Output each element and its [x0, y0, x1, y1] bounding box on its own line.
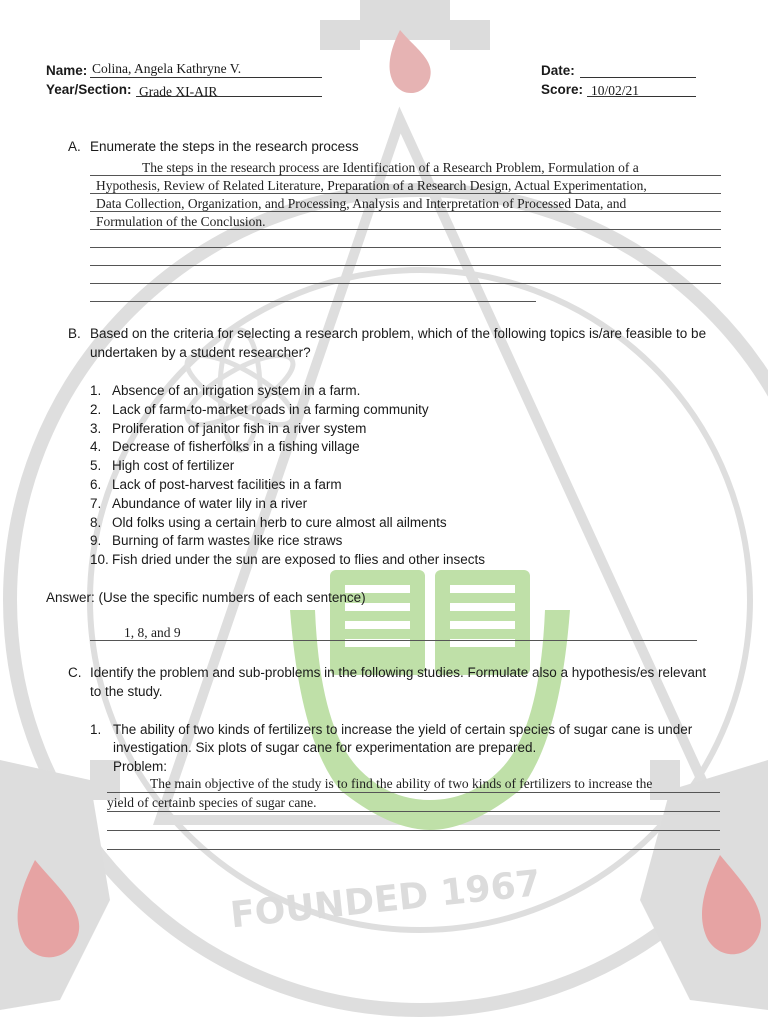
year-section-underline [136, 96, 322, 97]
section-a-answer-line-1: The steps in the research process are Identification of a Research Problem, Formulation of a [142, 160, 639, 175]
answer-rule [107, 849, 720, 850]
answer-rule [90, 640, 697, 641]
list-item-text: Old folks using a certain herb to cure almost all ailments [112, 515, 447, 530]
section-a-answer-line-2: Hypothesis, Review of Related Literature, Preparation of a Research Design, Actual Experimentation, [96, 178, 647, 193]
section-c-question-line-2: to the study. [90, 684, 163, 699]
answer-rule [107, 792, 720, 793]
answer-rule [90, 247, 721, 248]
answer-rule [90, 265, 721, 266]
answer-rule [90, 229, 721, 230]
list-item [90, 421, 366, 436]
section-c-question-line-1: Identify the problem and sub-problems in the following studies. Formulate also a hypothesis/es relevant [90, 665, 707, 680]
list-item-text: High cost of fertilizer [112, 458, 235, 473]
gear-icon-right [640, 760, 768, 1010]
list-item [90, 533, 342, 548]
list-item-number: 4. [90, 439, 102, 454]
section-a-answer-line-3: Data Collection, Organization, and Processing, Analysis and Interpretation of Processed Data, and [96, 196, 627, 211]
year-section-value[interactable]: Grade XI-AIR [139, 84, 218, 99]
problem-answer-line-2: yield of certainb species of sugar cane. [107, 795, 317, 810]
list-item [90, 402, 429, 417]
date-label: Date: [541, 63, 575, 78]
answer-rule [107, 811, 720, 812]
list-item-number: 2. [90, 402, 102, 417]
answer-rule [90, 193, 721, 194]
answer-rule [90, 211, 721, 212]
answer-rule [107, 830, 720, 831]
section-b-question-line-2: undertaken by a student researcher? [90, 345, 311, 360]
section-a-answer-line-4: Formulation of the Conclusion. [96, 214, 266, 229]
section-b-letter: B. [68, 326, 81, 341]
problem-label: Problem: [113, 759, 168, 774]
list-item [90, 383, 360, 398]
list-item-text: Absence of an irrigation system in a farm. [112, 383, 361, 398]
seal-founded-text: FOUNDED 1967 [228, 863, 543, 937]
year-section-label: Year/Section: [46, 82, 132, 97]
answer-rule [90, 175, 721, 176]
list-item [90, 515, 447, 530]
list-item [90, 439, 360, 454]
list-item-number: 6. [90, 477, 102, 492]
list-item [90, 477, 342, 492]
section-b-answer-label: Answer: (Use the specific numbers of each sentence) [46, 590, 366, 605]
list-item-text: Lack of farm-to-market roads in a farming community [112, 402, 429, 417]
list-item-number: 5. [90, 458, 102, 473]
list-item-text: Abundance of water lily in a river [112, 496, 308, 511]
list-item [90, 552, 485, 567]
section-c-item-1-number: 1. [90, 722, 102, 737]
score-label: Score: [541, 82, 584, 97]
name-label: Name: [46, 63, 88, 78]
list-item-number: 8. [90, 515, 102, 530]
section-b-question-line-1: Based on the criteria for selecting a research problem, which of the following topics is/are feasible to be [90, 326, 707, 341]
list-item-number: 7. [90, 496, 102, 511]
problem-answer-line-1: The main objective of the study is to find the ability of two kinds of fertilizers to increase the [150, 776, 653, 791]
answer-rule [90, 301, 536, 302]
answer-rule [90, 283, 721, 284]
list-item [90, 458, 234, 473]
date-underline [580, 77, 696, 78]
list-item [90, 496, 307, 511]
section-a-question: Enumerate the steps in the research process [90, 139, 359, 154]
list-item-text: Lack of post-harvest facilities in a farm [112, 477, 342, 492]
section-a-letter: A. [68, 139, 81, 154]
section-b-answer-value[interactable]: 1, 8, and 9 [124, 625, 181, 640]
list-item-number: 1. [90, 383, 102, 398]
score-underline [587, 96, 696, 97]
list-item-number: 10. [90, 552, 109, 567]
list-item-text: Fish dried under the sun are exposed to flies and other insects [112, 552, 485, 567]
list-item-text: Proliferation of janitor fish in a river system [112, 421, 367, 436]
list-item-text: Decrease of fisherfolks in a fishing village [112, 439, 360, 454]
name-value[interactable]: Colina, Angela Kathryne V. [92, 61, 242, 76]
section-c-letter: C. [68, 665, 82, 680]
list-item-number: 9. [90, 533, 102, 548]
list-item-text: Burning of farm wastes like rice straws [112, 533, 343, 548]
list-item-number: 3. [90, 421, 102, 436]
section-c-item-1-line-1: The ability of two kinds of fertilizers to increase the yield of certain species of sugar cane is under [113, 722, 693, 737]
section-c-item-1-line-2: investigation. Six plots of sugar cane for experimentation are prepared. [113, 740, 537, 755]
name-underline [90, 77, 322, 78]
score-value[interactable]: 10/02/21 [591, 83, 640, 98]
gear-icon-left [0, 760, 120, 1010]
